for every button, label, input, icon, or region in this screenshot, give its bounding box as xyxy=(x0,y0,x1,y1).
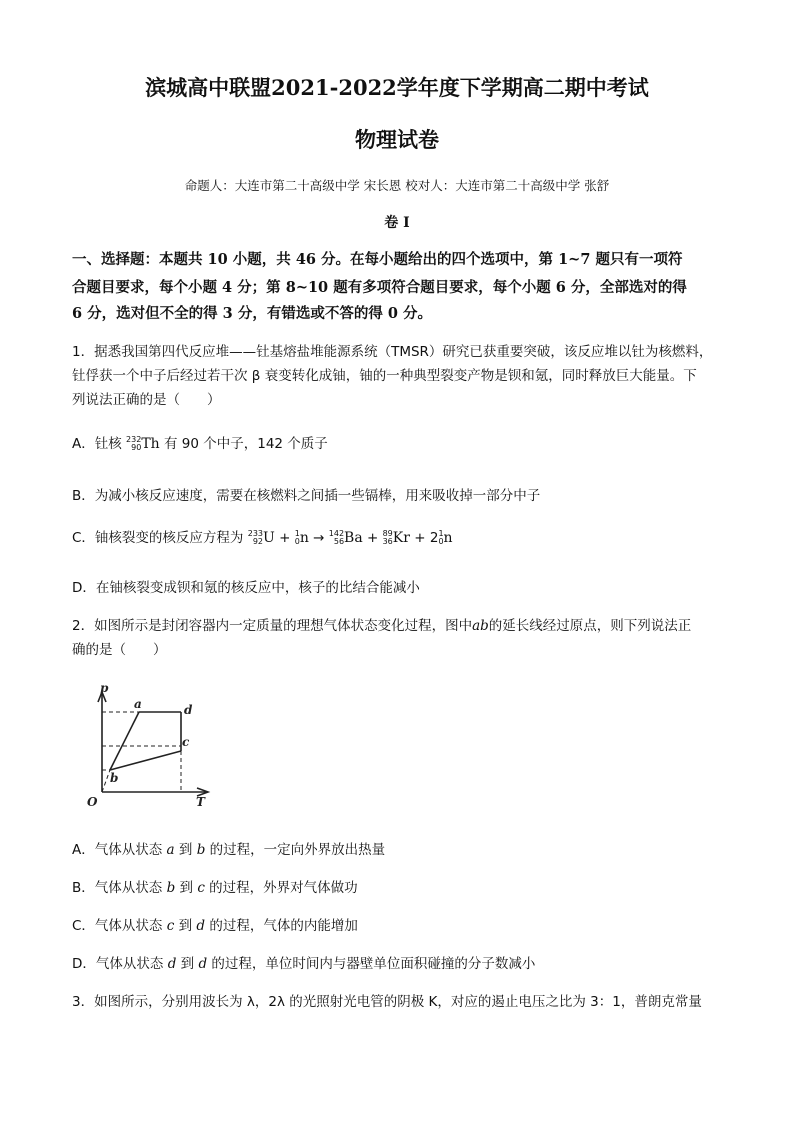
neutron-symbol: n xyxy=(443,530,453,546)
q2-stem-text-tail: 的延长线经过原点，则下列说法正 xyxy=(488,618,692,634)
neutron-charge-number: 0 xyxy=(438,537,444,546)
subject-title: 物理试卷 xyxy=(355,127,439,152)
q2-option-a[interactable] xyxy=(72,838,385,858)
q1-stem-line2: 钍俘获一个中子后经过若干次 β 衰变转化成铀，铀的一种典型裂变产物是钡和氪，同时释放巨大能量。下 xyxy=(72,368,697,384)
t-axis-label: T xyxy=(196,795,205,809)
authors-line: 命题人：大连市第二十高级中学 宋长恩 校对人：大连市第二十高级中学 张舒 xyxy=(184,178,610,193)
q2-option-c-to: 到 xyxy=(174,918,197,934)
q2-option-a-text: A．气体从状态 xyxy=(72,842,167,858)
q2-option-a-tail: 的过程，一定向外界放出热量 xyxy=(205,842,386,858)
state-label: b xyxy=(196,842,206,858)
section-instructions-line1: 一、选择题：本题共 10 小题，共 46 分。在每小题给出的四个选项中，第 1~7 题只有一项符 xyxy=(72,251,683,268)
reaction-arrow: → xyxy=(313,530,325,546)
point-d-label: d xyxy=(184,703,193,717)
q1-stem-line3: 列说法正确的是（ ） xyxy=(72,392,221,408)
q2-option-d-text: D．气体从状态 xyxy=(72,956,168,972)
q2-option-c-text: C．气体从状态 xyxy=(72,918,167,934)
q2-stem-line2: 确的是（ ） xyxy=(72,642,167,658)
q2-option-b[interactable] xyxy=(72,876,358,896)
barium-symbol: Ba xyxy=(344,530,363,546)
segment-ab-label: ab xyxy=(472,618,489,634)
uranium-atomic-number: 92 xyxy=(252,537,264,546)
q2-option-b-to: 到 xyxy=(175,880,198,896)
dashed-extension xyxy=(102,770,110,792)
q1-option-a-tail: 有 90 个中子，142 个质子 xyxy=(159,436,328,452)
origin-label: O xyxy=(87,795,98,809)
q3-stem-line1: 3．如图所示，分别用波长为 λ，2λ 的光照射光电管的阴极 K，对应的遏止电压之比为 3：1，普朗克常量 xyxy=(72,994,702,1010)
q1-stem-line1: 1．据悉我国第四代反应堆——钍基熔盐堆能源系统（TMSR）研究已获重要突破，该反应堆以钍为核燃料， xyxy=(72,344,713,360)
q2-option-b-tail: 的过程，外界对气体做功 xyxy=(204,880,358,896)
krypton-atomic-number: 36 xyxy=(382,537,393,546)
neutron-charge-number: 0 xyxy=(294,537,300,546)
neutron-mass-number: 1 xyxy=(294,529,300,538)
p-t-diagram xyxy=(82,682,222,810)
q2-option-a-to: 到 xyxy=(174,842,197,858)
q1-option-c[interactable] xyxy=(72,526,453,546)
p-axis-label: p xyxy=(100,682,109,695)
state-label: b xyxy=(166,880,176,896)
state-label: d xyxy=(198,956,208,972)
q2-stem-line1 xyxy=(72,614,691,634)
segment-ab xyxy=(110,712,139,770)
barium-nuclide xyxy=(329,530,363,546)
q2-option-c-tail: 的过程，气体的内能增加 xyxy=(205,918,358,934)
barium-atomic-number: 56 xyxy=(333,537,345,546)
q1-option-b[interactable]: B．为减小核反应速度，需要在核燃料之间插一些镉棒，用来吸收掉一部分中子 xyxy=(72,488,541,504)
krypton-mass-number: 89 xyxy=(382,529,393,538)
exam-title: 滨城高中联盟2021-2022学年度下学期高二期中考试 xyxy=(145,75,649,100)
volume-label: 卷 I xyxy=(384,215,410,231)
neutron-mass-number: 1 xyxy=(438,529,444,538)
q1-option-a[interactable] xyxy=(72,432,328,452)
thorium-symbol: Th xyxy=(141,436,160,452)
uranium-nuclide xyxy=(248,530,275,546)
state-label: d xyxy=(196,918,206,934)
q2-stem-text: 2．如图所示是封闭容器内一定质量的理想气体状态变化过程，图中 xyxy=(72,618,473,634)
plus-sign: + xyxy=(366,530,379,546)
state-label: d xyxy=(167,956,177,972)
plus-sign: + xyxy=(279,530,291,546)
q2-option-b-text: B．气体从状态 xyxy=(72,880,167,896)
neutron-symbol: n xyxy=(299,530,309,546)
neutron xyxy=(295,530,309,546)
q2-option-d-tail: 的过程，单位时间内与器壁单位面积碰撞的分子数减小 xyxy=(207,956,536,972)
krypton-nuclide xyxy=(383,530,410,546)
thorium-atomic-number: 90 xyxy=(131,443,142,452)
q2-option-c[interactable] xyxy=(72,914,358,934)
q1-option-d[interactable]: D．在铀核裂变成钡和氪的核反应中，核子的比结合能减小 xyxy=(72,580,420,596)
thorium-mass-number: 232 xyxy=(126,435,142,444)
section-instructions-line3: 6 分，选对但不全的得 3 分，有错选或不答的得 0 分。 xyxy=(72,305,433,322)
uranium-mass-number: 233 xyxy=(247,529,264,538)
q1-option-a-text: A．钍核 xyxy=(72,436,122,452)
point-b-label: b xyxy=(110,771,119,785)
state-label: c xyxy=(197,880,205,896)
state-label: a xyxy=(166,842,175,858)
thorium-nuclide xyxy=(126,436,160,452)
q2-option-d-to: 到 xyxy=(176,956,199,972)
q2-option-d[interactable] xyxy=(72,952,535,972)
neutron xyxy=(438,530,452,546)
krypton-symbol: Kr xyxy=(392,530,410,546)
uranium-symbol: U xyxy=(263,530,275,546)
plus-two-sign: + 2 xyxy=(414,530,439,546)
q1-option-c-text: C．铀核裂变的核反应方程为 xyxy=(72,530,244,546)
point-a-label: a xyxy=(134,697,142,711)
state-label: c xyxy=(166,918,175,934)
point-c-label: c xyxy=(182,735,190,749)
barium-mass-number: 142 xyxy=(328,529,345,538)
section-instructions-line2: 合题目要求，每个小题 4 分；第 8~10 题有多项符合题目要求，每个小题 6 分，全部选对的得 xyxy=(72,279,687,296)
segment-bc xyxy=(110,751,181,770)
